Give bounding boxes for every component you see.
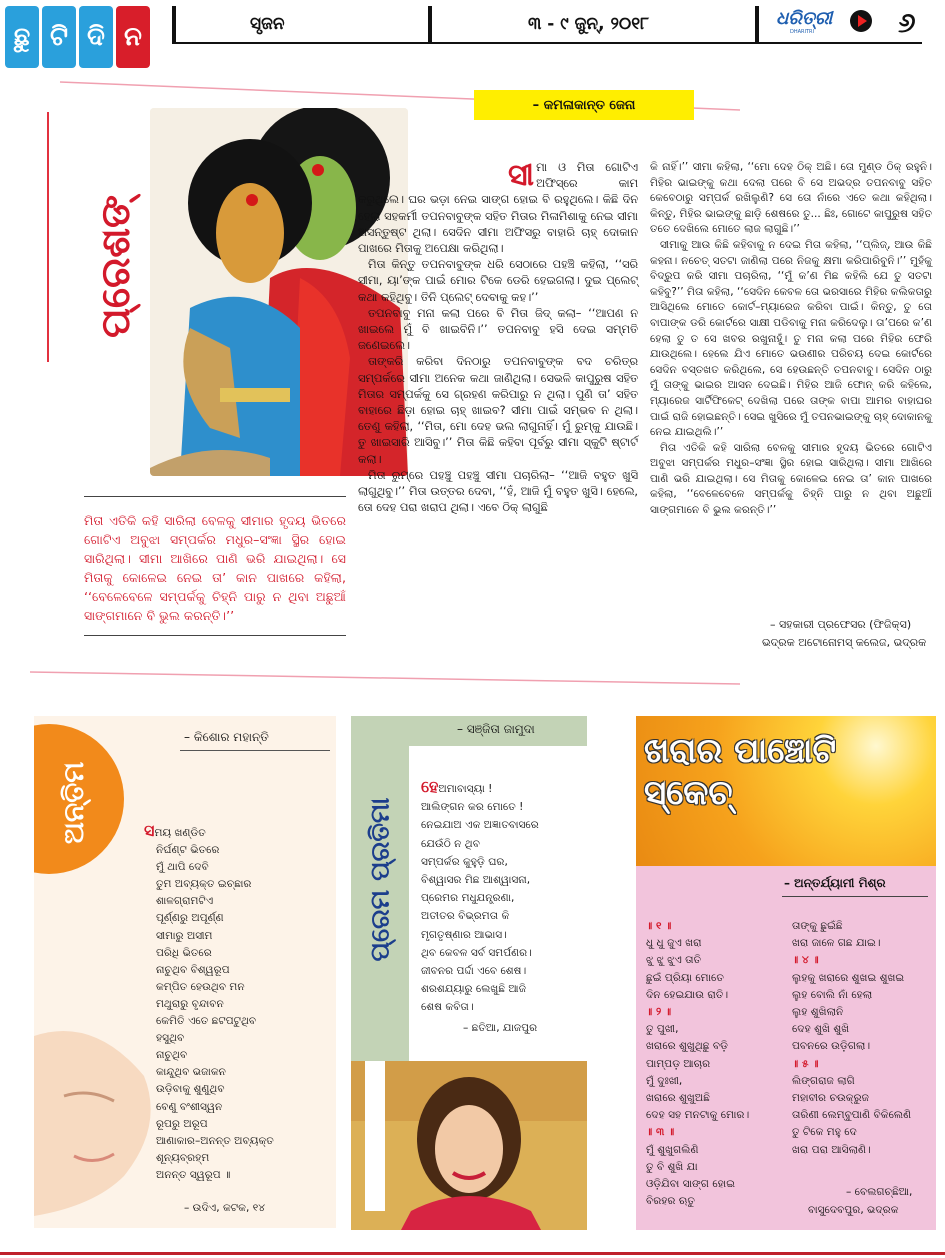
poem2-line: ଶେଷ କବିତା। (421, 1001, 474, 1014)
poem2-line: ନେଇଯାଅ ଏକ ଅଜ୍ଞାତବାସରେ (421, 819, 539, 832)
story-paragraph: ତପନବାବୁ ମନା କଲା ପରେ ବି ମିତା ଜିଦ୍ କଲା– ‘‘ଆପଣ ନ ଖାଇଲେ ମୁଁ ବି ଖାଇବିନି।’’ ତପନବାବୁ ହସି ଦେଇ ସମ୍ମତି ଜଣେଇଲେ। (358, 306, 638, 353)
poem1-drop-cap: ସ (144, 821, 155, 840)
story-opening-paragraph (358, 160, 638, 257)
poem2-body (421, 778, 581, 1017)
poem3-panel (636, 716, 936, 1230)
poem3-right-line: ଖରା ଜାଳେ ଗଛ ଯାଇ। (792, 937, 881, 950)
poem2-line: ବିଶ୍ୱାସର ମିଛ ଆଶ୍ୱାସନା, (421, 874, 531, 887)
poem3-right-line: ତାରିଣୀ ଲେମ୍ବୁପାଣି ବିକିଲେଣି (792, 1109, 912, 1122)
poem3-left-line: ॥ ୧ ॥ (646, 920, 672, 932)
poem1-line: କାନ୍ଦୁଥିବ ଭଜାକନ (156, 1066, 226, 1079)
poem3-author-rule (782, 896, 928, 897)
masthead (0, 0, 945, 72)
poem3-credit-line-1: – ବେଲଗଚ୍ଛିଆ, (846, 1186, 913, 1198)
poem3-left-line: ॥ ୨ ॥ (646, 1006, 672, 1019)
header-divider (755, 6, 759, 42)
story-author: – କମଳାକାନ୍ତ ଜେନା (532, 97, 636, 113)
brand-name: ଧରିତ୍ରୀ (776, 8, 833, 29)
story-author-banner (474, 90, 694, 120)
poem1-line: ଉଡ଼ିବାକୁ ଶୁଣୁଥିବ (156, 1083, 225, 1096)
poem3-right-line: ମହାବୀର ଚଉକ୍ରୁଜ (792, 1092, 869, 1105)
logo-letter: ଦି (79, 6, 113, 68)
poem3-left-line: ଦେହ ସହ ମନଟାକୁ ମୋର। (646, 1109, 750, 1122)
poem3-right-column (792, 918, 932, 1159)
poem3-left-line: ଛୁଇଁ ପ୍ରିୟା ମୋତେ (646, 971, 724, 984)
poem2-panel (351, 716, 587, 1230)
poem3-left-line: ଓଡ଼ିଯିବା ସାଙ୍ଗ ହୋଇ (646, 1178, 736, 1191)
poem3-left-line: ମୁଁ ଶୁଖୁଗଲିଣି (646, 1143, 699, 1156)
poem2-credit: – ଛତିଆ, ଯାଜପୁର (463, 1022, 538, 1034)
poem2-line: ଅତୀତର ବିଭ୍ରମତା କି (421, 910, 510, 923)
poem2-lines (421, 798, 581, 1016)
poem1-title: ଅନ୍ତିମ (57, 761, 90, 845)
poem1-line: ମଥୁରାରୁ ବୃନ୍ଦାବନ (156, 997, 224, 1010)
story-paragraph: ତାଙ୍କରି କରିବା ଦିନଠାରୁ ତପନବାବୁଙ୍କ ବଦ ଚରିତ୍ର ସମ୍ପର୍କରେ ସୀମା ଅନେକ କଥା ଜାଣିଥିଲା। ସେଭଳି କାପୁରୁଷ ସହିତ ମିତାର ସମ୍ପର୍କକୁ ସେ ଗ୍ରହଣ କରିପାରୁ ନ ଥିଲା। ପୁଣି ତା’ ସହିତ ବାହାରେ ଛିଡ଼ା ହୋଇ ଚାହ୍ ଖାଇବ? ସୀମା ପାଇଁ ସମ୍ଭବ ନ ଥିଲା। ତେଣୁ କହିଲା, ‘‘ମିତା, ମୋ ଦେହ ଭଲ ଲାଗୁନାହିଁ। ମୁଁ ରୁମ୍‌କୁ ଯାଉଛି। ତୁ ଖାଇସାରି ଆସିବୁ।’’ ମିତା କିଛି କହିବା ପୂର୍ବରୁ ସୀମା ସ୍କୁଟି ଷ୍ଟାର୍ଟ କଲା। (358, 355, 638, 466)
poem2-line: ଶରଶଯ୍ୟାରୁ ଲେଖୁଛି ଆଜି (421, 983, 527, 996)
poem1-line: ପରିଧି ଭିତରେ (156, 946, 212, 959)
story-pullquote (84, 496, 346, 636)
poem3-right-line: ଲୁହକୁ ଖରାରେ ଶୁଖଇ ଶୁଖଇ (792, 971, 905, 984)
story-opening-text: ମା ଓ ମିତା ଗୋଟିଏ ଅଫିସ୍‌ରେ କାମ କରୁଥିଲେ। ଘର ଭଡ଼ା ନେଇ ସାଙ୍ଗ ହୋଇ ବି ରହୁଥିଲେ। କିଛି ଦିନ ହେଲା ସହକର୍ମୀ ତପନବାବୁଙ୍କ ସହିତ ମିତାର ମିଳାମିଶାକୁ ନେଇ ସୀମା ଅସନ୍ତୁଷ୍ଟ ଥିଲା। ସେଦିନ ସୀମା ଅଫିସରୁ ବାହାରି ଚାହ୍ ଦୋକାନ ପାଖରେ ମିତାକୁ ଅପେକ୍ଷା କରିଥିଲା। (358, 161, 638, 256)
poem3-left-line: ଦିନ ହେଇଯାଉ ରାତି। (646, 988, 729, 1001)
poem3-left-line: ॥ ୩ ॥ (646, 1126, 675, 1139)
poem3-title-text: ଖରାର ପାଞ୍ଚୋଟି ସ୍କେଚ୍ (644, 731, 837, 813)
poem3-right-line: ତୁ ଟିକେ ମହୁ ଦେ (792, 1126, 857, 1139)
poem1-line: ବେଣୁ ବଂଶୀସ୍ୱନ (156, 1100, 223, 1113)
poem2-line-text: ଅମାବାସ୍ୟା ! (438, 783, 493, 795)
poem1-author: – କିଶୋର ମହାନ୍ତି (184, 730, 269, 744)
logo-letter: ଛୁ (5, 6, 39, 68)
poem3-left-line: ଧୁ ଧୁ ଜୁଏ ଖରା (646, 937, 702, 950)
footer-rule (0, 1252, 945, 1255)
poem1-line: ଆଣାକାର–ଅନନ୍ତ ଅବ୍ୟକ୍ତ (156, 1134, 274, 1147)
poem3-right-line: ଲୁହ ଶୁଖିଲାନି (792, 1006, 844, 1019)
poem3-left-line: ତୁ ବି ଶୁଖି ଯା (646, 1160, 698, 1173)
poem1-line: ନିର୍ଘଣ୍ଟ ଭିତରେ (156, 844, 220, 857)
poem2-author: – ସଞ୍ଜିତା ଜାମୁଦା (457, 722, 535, 736)
poem2-line: ଆଲିଙ୍ଗନ କର ମୋତେ ! (421, 801, 524, 814)
poem2-line (421, 778, 581, 798)
logo-letter: ନ (116, 6, 150, 68)
poem1-line: ସୀମାରୁ ଅସୀମ (156, 929, 213, 942)
poem3-left-line: ଖରାରେ ଶୁଖୁଥିଛୁ ବଡ଼ି (646, 1040, 728, 1053)
poem1-line-text: ମୟ ଖଣ୍ଡିତ (154, 827, 206, 839)
story-column-1 (358, 160, 638, 516)
story-paragraph: ମିତା ରୁମ୍‌ରେ ପହଞ୍ଚୁ ପହଞ୍ଚୁ ସୀମା ପଚାରିଲା– ‘‘ଆଜି ବହୁତ ଖୁସି ଲାଗୁଥିବୁ।’’ ମିତା ଉତ୍ତର ଦେବା, ‘‘ହଁ, ଆଜି ମୁଁ ବହୁତ ଖୁସି। ହେଲେ, ତୋ ଦେହ ପରା ଖରାପ ଥିଲା। ଏବେ ଠିକ୍ ଲାଗୁଛି (358, 468, 638, 515)
poem3-credit-line-2: ବାସୁଦେବପୁର, ଭଦ୍ରକ (808, 1204, 899, 1216)
poem3-right-line: ॥ ୫ ॥ (792, 1057, 819, 1070)
poem3-right-line: ତାଙ୍କୁ ଛୁଇଁଛି (792, 920, 843, 932)
story-paragraph: କି ନାହିଁ।’’ ସୀମା କହିଲା, ‘‘ମୋ ଦେହ ଠିକ୍ ଅଛି। ତୋ ମୁଣ୍ଡ ଠିକ୍ ରହୁନି। ମିହିର ଭାଇଙ୍କୁ କଥା ଦେଲା ପରେ ବି ସେ ଅଭଦ୍ର ତପନବାବୁ ସହିତ କେବେଠାରୁ ସମ୍ପର୍କ ରଖିଲୁଣି? ସେ ତୋ ନାଁରେ ଏତେ କଥା କହିଥିଲା। କିନ୍ତୁ, ମିହିର ଭାଇଙ୍କୁ ଛାଡ଼ି ଶେଷରେ ତୁ... ଛିଃ, ଗୋଟେ କାପୁରୁଷ ସହିତ ତତେ ଦେଖିଲେ ମୋତେ ଲାଜ ଲାଗୁଛି।’’ (650, 161, 932, 236)
poem3-right-line: ଲିଙ୍ଗରାଜ ଲାଗି (792, 1074, 855, 1087)
poem3-right-line: ଦେହ ଶୁଖି ଶୁଖି (792, 1023, 850, 1036)
poem2-drop-cap: ହେ (421, 777, 439, 796)
section-name: ସୃଜନ (250, 14, 285, 34)
poem1-line: ହସୁଥିବ (156, 1032, 185, 1045)
poem2-line: ମୃଗତୃଷ୍ଣାର ଆଭାସ। (421, 928, 507, 941)
poem1-line: କେମିତି ଏତେ ଛଟପଟୁଥିବ (156, 1015, 257, 1028)
brand-subtitle: DHARITRI (790, 29, 814, 35)
poem1-line: ଶାଳଗ୍ରାମଟିଏ (156, 895, 214, 908)
story-drop-cap: ସୀ (508, 158, 535, 193)
poem1-line (144, 822, 329, 842)
story-credit-line-2: ଭଦ୍ରକ ଅଟୋନୋମସ୍ କଲେଜ, ଭଦ୍ରକ (762, 636, 927, 649)
poem3-left-line: ତୁ ପୁଖୀ, (646, 1023, 679, 1036)
poem3-left-line: ଝୁ ଝୁ ଝୁଏ ତାତି (646, 954, 702, 967)
poem3-title (644, 730, 914, 814)
issue-date: ୩ - ୯ ଜୁନ୍, ୨୦୧୮ (528, 14, 649, 34)
poem3-left-line: ମୁଁ ଦୁଃଖୀ, (646, 1074, 683, 1087)
story-title (86, 185, 146, 338)
story-paragraph: ମିତା ଏତିକି କହି ସାରିଲା ବେଳକୁ ସୀମାର ହୃଦୟ ଭିତରେ ଗୋଟିଏ ଅବୁଝା ସମ୍ପର୍କର ମଧୁର–ସଂଜ୍ଞା ସ୍ଥିର ହୋଇ ସାରିଥିଲା। ସୀମା ଆଖିରେ ପାଣି ଭରି ଯାଇଥିଲା। ସେ ମିତାକୁ କୋଳେଇ ନେଇ ତା’ କାନ ପାଖରେ କହିଲା, ‘‘ବେଳେବେଳେ ସମ୍ପର୍କକୁ ଚିହ୍ନି ପାରୁ ନ ଥିବା ଅଛୁଆଁ ସାଙ୍ଗମାନେ ବି ଭୁଲ କରନ୍ତି।’’ (650, 441, 932, 517)
poem3-left-line: ପାମ୍ପଡ଼ ଆଚାର (646, 1057, 711, 1070)
poem1-line: ମୁଁ ଥାପି ଦେବି (156, 861, 209, 874)
header-divider (172, 6, 176, 42)
poem1-body (144, 822, 329, 1184)
pullquote-text: ମିତା ଏତିକି କହି ସାରିଲା ବେଳକୁ ସୀମାର ହୃଦୟ ଭିତରେ ଗୋଟିଏ ଅବୁଝା ସମ୍ପର୍କର ମଧୁର–ସଂଜ୍ଞା ସ୍ଥିର ହୋଇ ସାରିଥିଲା। ସୀମା ଆଖିରେ ପାଣି ଭରି ଯାଇଥିଲା। ସେ ମିତାକୁ କୋଳେଇ ନେଇ ତା’ କାନ ପାଖରେ କହିଲା, ‘‘ବେଳେବେଳେ ସମ୍ପର୍କକୁ ଚିହ୍ନି ପାରୁ ନ ଥିବା ଅଛୁଆଁ ସାଙ୍ଗମାନେ ବି ଭୁଲ କରନ୍ତି।’’ (84, 513, 346, 623)
poem3-left-column (646, 918, 786, 1210)
poem1-line: ନାଚୁଥିବ (156, 1049, 188, 1062)
logo-letter: ଟି (42, 6, 76, 68)
poem1-panel (34, 716, 336, 1228)
poem3-right-line: ପବନରେ ଉଡ଼ିଗଲା। (792, 1040, 871, 1053)
poem1-line: ଶୂନ୍ୟବ୍ରହ୍ମ (156, 1151, 210, 1164)
poem2-title: ପ୍ରେମ ପ୍ରତିମା (365, 797, 396, 962)
poem2-line: ସମ୍ପର୍କର କୁହୁଡ଼ି ଘର, (421, 855, 508, 868)
poem1-line: ତୁମ ଅବ୍ୟକ୍ତ ଇଚ୍ଛାର (156, 878, 252, 891)
story-paragraph: ମିତା କିନ୍ତୁ ତପନବାବୁଙ୍କ ଧରି ସେଠାରେ ପହଞ୍ଚି କହିଲା, ‘‘ସରି ସୀମା, ୟା’ଙ୍କ ପାଇଁ ମୋର ଟିକେ ଡେରି ହେଇଗଲା। ଦୁଇ ପ୍ଲେଟ୍ କଥା କହିଥିବୁ। ତିନି ପ୍ଲେଟ୍ ଦେବାକୁ କହ।’’ (358, 258, 638, 304)
poem3-author: – ଅନ୍ତର୍ଯ୍ୟାମୀ ମିଶ୍ର (784, 876, 886, 890)
poem1-line: ରୂପରୁ ଅରୂପ (156, 1117, 208, 1130)
poem1-line: କମ୍ପିତ ହେଉଥିବ ମନ (156, 980, 245, 993)
poem3-left-line: ଖରାରେ ଶୁଖୁଅଛି (646, 1092, 710, 1105)
poem2-portrait (351, 1061, 587, 1230)
poem2-line: ପ୍ରେମର ମଧୁଯନ୍ତ୍ରଣା, (421, 892, 515, 905)
story-paragraph: ସୀମାକୁ ଆଉ କିଛି କହିବାକୁ ନ ଦେଇ ମିତା କହିଲା, ‘‘ପ୍ଲିଜ୍, ଆଉ କିଛି କହନା। ନଚେତ୍ ସତଟା ଜାଣିଲା ପରେ ନିଜକୁ କ୍ଷମା କରିପାରିବୁନି।’’ ମୁହଁକୁ ବିଦ୍ରୁପ କରି ସୀମା ପଚାରିଲା, ‘‘ମୁଁ କ’ଣ ମିଛ କହିଲି ଯେ ତୁ ସତଟା କହିବୁ?’’ ମିତା କହିଲା, ‘‘ସେଦିନ କେବଳ ତୋ ଭରସାରେ ମିହିର କଲିକତାରୁ ଆସିଥିଲେ ମୋତେ କୋର୍ଟ–ମ୍ୟାରେଜ କରିବା ପାଇଁ। କିନ୍ତୁ, ତୁ ତୋ ବାପାଙ୍କ ଡରି କୋର୍ଟରେ ସାକ୍ଷୀ ପଡିବାକୁ ମନା କରିଦେଲୁ। ତା’ପରେ କ’ଣ ହେଲା ତୁ ତ ସେ ଖବର ରଖୁନାହୁଁ। ତୁ ମନା କଲା ପରେ ମିହିର ଫେରି ଯାଉଥିଲେ। ହେଲେ ଯିଏ ମୋତେ ଭଉଣୀର ପରିଚୟ ଦେଇ କୋର୍ଟରେ ସେଦିନ ବସ୍ତଖତ କରିଥିଲେ, ସେ ହେଉଛନ୍ତି ତପନବାବୁ। ସେଦିନ ଠାରୁ ମୁଁ ତାଙ୍କୁ ଭାଇର ଆସନ ଦେଇଛି। ମିହିର ଆଜି ଫୋନ୍ କରି କହିଲେ, ମ୍ୟାରେଜ ସାର୍ଟିଫିକେଟ୍ ଦେଖିଲା ପରେ ତାଙ୍କ ବାପା ଆମର ବାହାଘର ପାଇଁ ରାଜି ହୋଇଛନ୍ତି। ସେଇ ଖୁସିରେ ମୁଁ ତପନଭାଇଙ୍କୁ ଚାହ୍ ଦୋକାନକୁ ନେଇ ଯାଇଥିଲି।’’ (650, 238, 932, 439)
poem2-line: ଯେଉଁଠି ନ ଥିବ (421, 837, 480, 850)
poem3-right-line: ଖରା ପରା ଆସିଲାଣି। (792, 1143, 871, 1156)
header-divider (428, 6, 432, 42)
poem1-lines (144, 842, 329, 1184)
poem1-line: ନାଚୁଥିବ ବିଶ୍ୱରୂପ (156, 963, 230, 976)
poem2-line: ଜୀବନର ପର୍ଦ୍ଦା ଏବେ ଶେଷ। (421, 965, 527, 978)
poem3-right-line: ଲୁହ ବୋଲି ନାଁ ହେଲା (792, 988, 873, 1001)
play-icon (850, 10, 872, 32)
story-title-text: ପ୍ରେଶଙ୍ (93, 194, 139, 338)
story-column-2 (650, 160, 932, 519)
poem1-line: ଅନନ୍ତ ସ୍ୱରୂପ ॥ (156, 1168, 231, 1181)
poem2-line: ଥିବ କେବଳ ସର୍ବ ସମର୍ପଣର। (421, 946, 532, 959)
poem3-right-line: ॥ ୪ ॥ (792, 954, 819, 967)
poem3-left-line: ବିରହର ଋତୁ (646, 1195, 695, 1208)
poem1-line: ପୂର୍ଣ୍ଣରୁ ଅପୂର୍ଣ୍ଣ (156, 912, 224, 925)
page-number: ୬ (898, 6, 916, 39)
story-credit-line-1: – ସହକାରୀ ପ୍ରଫେସର (ଫିଜିକ୍ସ) (770, 618, 912, 631)
poem1-credit: – ଉଦିଏ, କଟକ, ୧୪ (184, 1202, 266, 1214)
brand-logo (776, 8, 832, 35)
poem1-author-rule (180, 750, 330, 751)
header-rule (172, 42, 922, 44)
